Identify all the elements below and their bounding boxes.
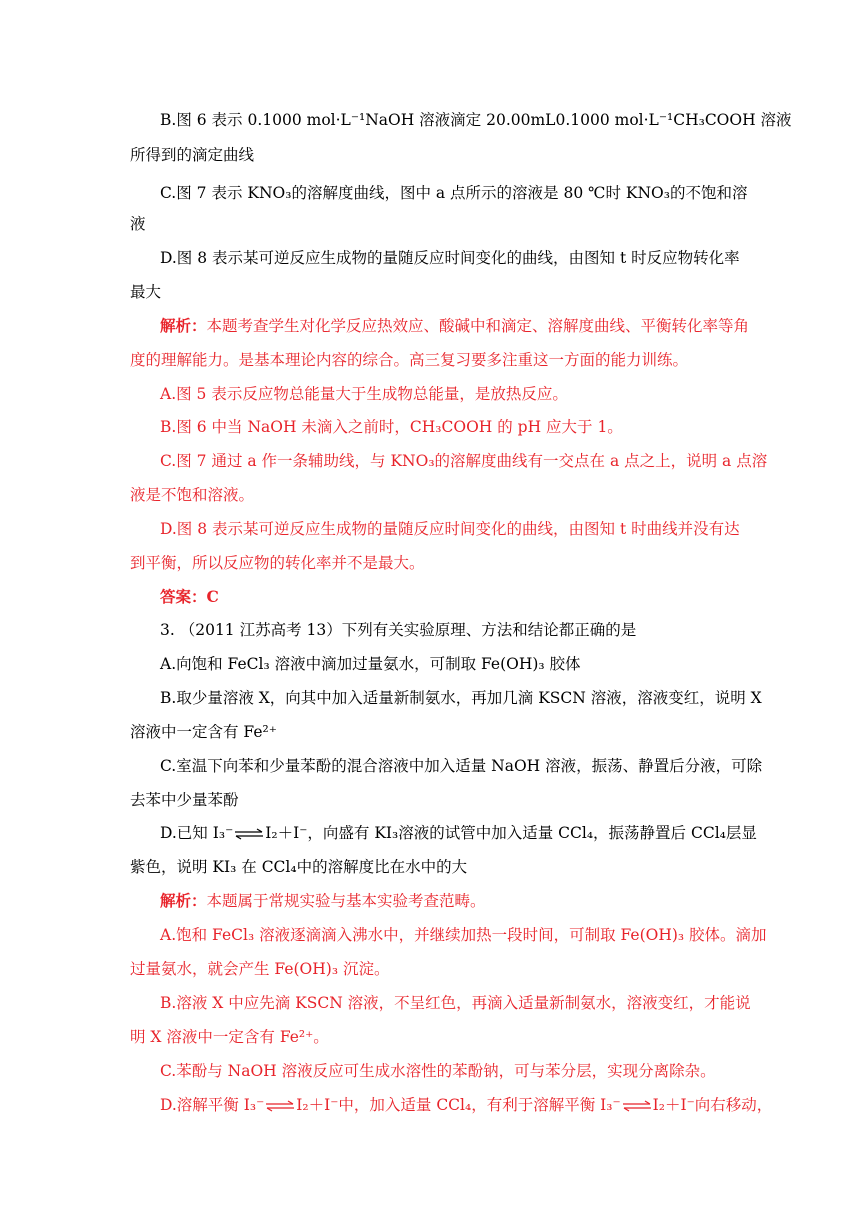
option-c-line-2: 液	[130, 215, 146, 233]
analysis-3-a-line-2: 过量氨水，就会产生 Fe(OH)₃ 沉淀。	[130, 960, 390, 978]
analysis-label: 解析：	[160, 316, 207, 335]
analysis-3-d-part-1: D.溶解平衡 I₃⁻	[160, 1096, 265, 1114]
question-3-option-d-line-2: 紫色，说明 KI₃ 在 CCl₄中的溶解度比在水中的大	[130, 858, 468, 876]
option-d-line-1: D.图 8 表示某可逆反应生成物的量随反应时间变化的曲线，由图知 t 时反应物转化率	[160, 249, 740, 267]
analysis-b: B.图 6 中当 NaOH 未滴入之前时，CH₃COOH 的 pH 应大于 1。	[160, 418, 623, 436]
option-b-line-2: 所得到的滴定曲线	[130, 146, 255, 164]
question-3-option-a: A.向饱和 FeCl₃ 溶液中滴加过量氨水，可制取 Fe(OH)₃ 胶体	[160, 655, 581, 673]
analysis-d-line-2: 到平衡，所以反应物的转化率并不是最大。	[130, 554, 425, 572]
analysis-a: A.图 5 表示反应物总能量大于生成物总能量，是放热反应。	[160, 385, 568, 403]
analysis-c-line-2: 液是不饱和溶液。	[130, 486, 255, 504]
option-c-line-1: C.图 7 表示 KNO₃的溶解度曲线，图中 a 点所示的溶液是 80 ℃时 KNO₃的不饱和溶	[160, 184, 748, 202]
analysis-3-d	[160, 1095, 773, 1115]
analysis-3-b-line-2: 明 X 溶液中一定含有 Fe²⁺。	[130, 1028, 329, 1046]
option-d-suffix: I₂＋I⁻，向盛有 KI₃溶液的试管中加入适量 CCl₄，振荡静置后 CCl₄层显	[265, 824, 757, 842]
analysis-3-line-1	[160, 891, 730, 911]
analysis-c-line-1: C.图 7 通过 a 作一条辅助线，与 KNO₃的溶解度曲线有一交点在 a 点之上，说明 a 点溶	[160, 452, 768, 470]
equilibrium-arrow-icon	[234, 828, 264, 840]
analysis-text: 本题考查学生对化学反应热效应、酸碱中和滴定、溶解度曲线、平衡转化率等角	[206, 317, 750, 335]
question-3-option-b-line-2: 溶液中一定含有 Fe²⁺	[130, 723, 277, 741]
option-d-prefix: D.已知 I₃⁻	[160, 824, 234, 842]
question-3-option-d-line-1	[160, 823, 757, 843]
analysis-3-d-part-3: I₂＋I⁻向右移动，	[652, 1096, 773, 1114]
question-3-stem: 3. （2011 江苏高考 13）下列有关实验原理、方法和结论都正确的是	[160, 621, 637, 639]
question-3-option-c-line-2: 去苯中少量苯酚	[130, 791, 239, 809]
equilibrium-arrow-icon	[622, 1100, 652, 1112]
analysis-3-text: 本题属于常规实验与基本实验考查范畴。	[206, 892, 486, 910]
analysis-3-c: C.苯酚与 NaOH 溶液反应可生成水溶性的苯酚钠，可与苯分层，实现分离除杂。	[160, 1062, 716, 1080]
option-d-line-2: 最大	[130, 283, 162, 301]
analysis-line-2: 度的理解能力。是基本理论内容的综合。高三复习要多注重这一方面的能力训练。	[130, 351, 689, 369]
option-b-line-1: B.图 6 表示 0.1000 mol·L⁻¹NaOH 溶液滴定 20.00mL0.1000 mol·L⁻¹CH₃COOH 溶液	[160, 111, 792, 129]
question-3-option-c-line-1: C.室温下向苯和少量苯酚的混合溶液中加入适量 NaOH 溶液，振荡、静置后分液，可除	[160, 757, 763, 775]
analysis-3-label: 解析：	[160, 891, 207, 910]
analysis-line-1	[160, 316, 750, 336]
equilibrium-arrow-icon	[265, 1100, 295, 1112]
analysis-3-b-line-1: B.溶液 X 中应先滴 KSCN 溶液，不呈红色，再滴入适量新制氨水，溶液变红，才能说	[160, 994, 751, 1012]
answer-line: 答案：C	[160, 587, 219, 606]
analysis-3-a-line-1: A.饱和 FeCl₃ 溶液逐滴滴入沸水中，并继续加热一段时间，可制取 Fe(OH)₃ 胶体。滴加	[160, 926, 767, 944]
question-3-option-b-line-1: B.取少量溶液 X，向其中加入适量新制氨水，再加几滴 KSCN 溶液，溶液变红，说明 X	[160, 689, 762, 707]
analysis-d-line-1: D.图 8 表示某可逆反应生成物的量随反应时间变化的曲线，由图知 t 时曲线并没有达	[160, 520, 740, 538]
analysis-3-d-part-2: I₂＋I⁻中，加入适量 CCl₄，有利于溶解平衡 I₃⁻	[296, 1096, 621, 1114]
